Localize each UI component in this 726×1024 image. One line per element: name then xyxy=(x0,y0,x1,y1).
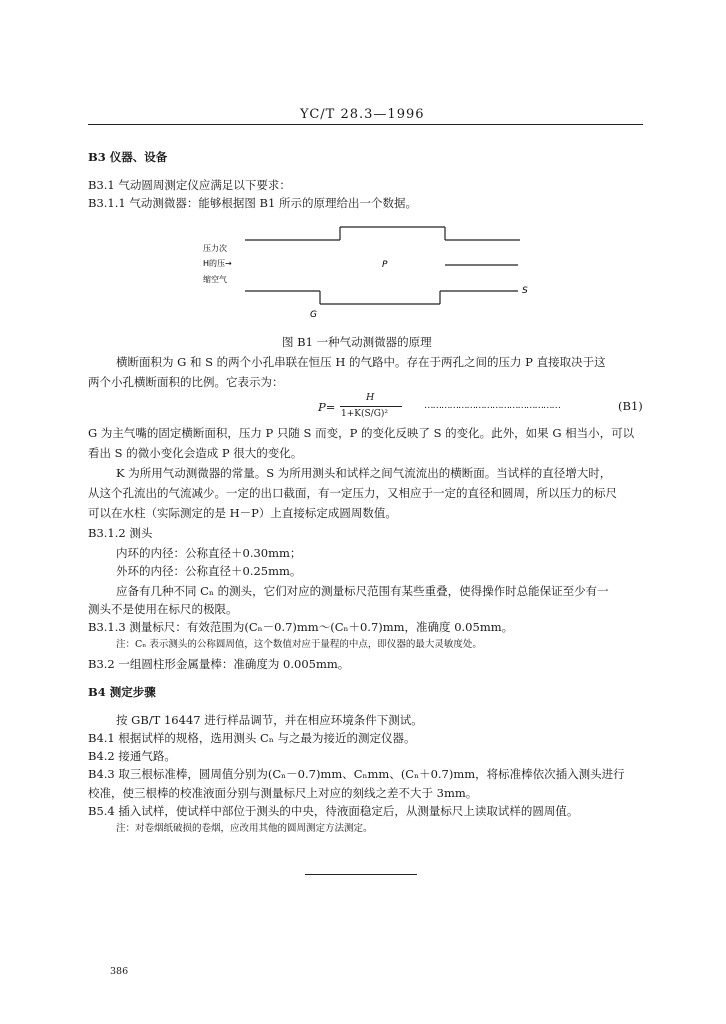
para1-line2: 两个小孔横断面积的比例。它表示为： xyxy=(88,375,284,389)
para3-line3: 可以在水柱（实际测定的是 H－P）上直接标定成圆周数值。 xyxy=(88,506,397,520)
clause-b5-4: B5.4 插入试样，使试样中部位于测头的中央，待液面稳定后，从测量标尺上读取试样的圆周值。 xyxy=(88,804,579,818)
para3-line2: 从这个孔流出的气流减少。一定的出口截面，有一定压力，又相应于一定的直径和圆周，所以压力的标尺 xyxy=(88,486,617,500)
formula-lhs: P= xyxy=(318,400,336,414)
clause-b4-1: B4.1 根据试样的规格，选用测头 Cₙ 与之最为接近的测定仪器。 xyxy=(88,731,416,745)
clause-b3-1-1: B3.1.1 气动测微器：能够根据图 B1 所示的原理给出一个数据。 xyxy=(88,196,417,210)
clause-b4-2: B4.2 接通气路。 xyxy=(88,749,176,763)
formula-numerator: H xyxy=(366,392,375,403)
clause-b3-1-3: B3.1.3 测量标尺：有效范围为(Cₙ－0.7)mm～(Cₙ＋0.7)mm，准确度 0.05mm。 xyxy=(88,620,514,634)
formula-dots: ………………………………………… xyxy=(424,400,560,411)
note-damaged-paper: 注：对卷烟纸破损的卷烟，应改用其他的圆周测定方法测定。 xyxy=(116,823,373,834)
para2-line2: 看出 S 的微小变化会造成 P 很大的变化。 xyxy=(88,446,303,460)
fig-label-s: S xyxy=(522,286,528,296)
figure-b1-diagram xyxy=(0,222,726,332)
page-number: 386 xyxy=(110,966,129,977)
para4-line1: 应备有几种不同 Cₙ 的测头，它们对应的测量标尺范围有某些重叠，使得操作时总能保证至少有一 xyxy=(116,584,609,598)
note-cn: 注：Cₙ 表示测头的公称圆周值，这个数值对应于量程的中点，即仪器的最大灵敏度处。 xyxy=(116,639,482,650)
fig-label-line2: H的压→ xyxy=(203,259,232,268)
outer-ring-diameter: 外环的内径：公称直径＋0.25mm。 xyxy=(116,564,302,578)
end-rule xyxy=(305,874,417,875)
clause-b3-1-2: B3.1.2 测头 xyxy=(88,526,153,540)
formula-b1 xyxy=(318,392,648,426)
para1-line1: 横断面积为 G 和 S 的两个小孔串联在恒压 H 的气路中。存在于两孔之间的压力 P 直接取决于这 xyxy=(116,355,606,369)
fig-label-p: P xyxy=(382,260,388,270)
para3-line1: K 为所用气动测微器的常量。S 为所用测头和试样之间气流流出的横断面。当试样的直径增大时， xyxy=(116,466,612,480)
para2-line1: G 为主气嘴的固定横断面积，压力 P 只随 S 而变，P 的变化反映了 S 的变化。此外，如果 G 相当小，可以 xyxy=(88,426,635,440)
clause-b3-2: B3.2 一组圆柱形金属量棒：准确度为 0.005mm。 xyxy=(88,657,350,671)
formula-number: (B1) xyxy=(618,399,643,413)
section-b4-title: B4 测定步骤 xyxy=(88,685,156,699)
section-b3-title: B3 仪器、设备 xyxy=(88,150,168,164)
clause-b4-3-line1: B4.3 取三根标准棒，圆周值分别为(Cₙ－0.7)mm、Cₙmm、(Cₙ＋0.7)mm，将标准棒依次插入测头进行 xyxy=(88,767,625,781)
fig-label-g: G xyxy=(310,310,317,320)
fig-label-line3: 缩空气 xyxy=(203,275,227,284)
formula-fraction-bar xyxy=(340,406,402,407)
formula-denominator: 1+K(S/G)² xyxy=(341,409,389,419)
fig-label-line1: 压力次 xyxy=(203,244,227,253)
b4-intro: 按 GB/T 16447 进行样品调节，并在相应环境条件下测试。 xyxy=(116,713,423,727)
para4-line2: 测头不是使用在标尺的极限。 xyxy=(88,602,238,616)
clause-b4-3-line2: 校准，使三根棒的校准液面分别与测量标尺上对应的刻线之差不大于 3mm。 xyxy=(88,786,478,800)
inner-ring-diameter: 内环的内径：公称直径＋0.30mm； xyxy=(116,546,302,560)
figure-caption: 图 B1 一种气动测微器的原理 xyxy=(282,335,432,349)
header-rule xyxy=(88,124,643,125)
clause-b3-1: B3.1 气动圆周测定仪应满足以下要求： xyxy=(88,178,291,192)
header-code: YC/T 28.3—1996 xyxy=(300,107,425,122)
